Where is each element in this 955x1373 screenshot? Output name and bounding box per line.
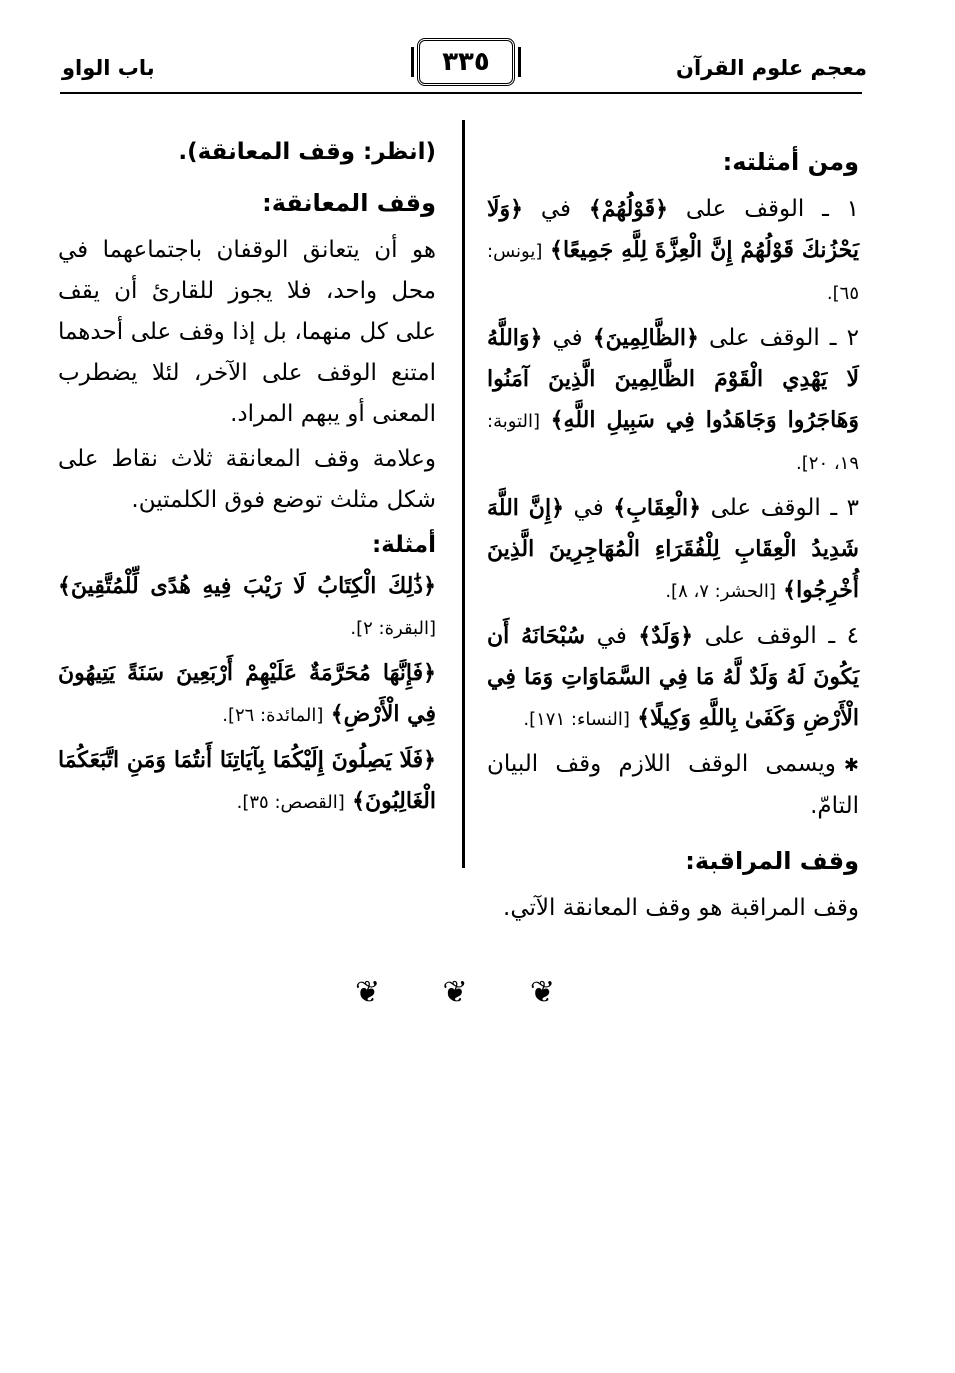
note-text: ويسمى الوقف اللازم وقف البيان التامّ. [487,751,859,819]
example-3-reference: [الحشر: ٧، ٨]. [665,581,776,602]
muanaqa-example-3-reference: [القصص: ٣٥]. [236,792,345,813]
asterisk-icon: ✱ [843,755,859,776]
muraqaba-text: وقف المراقبة هو وقف المعانقة الآتي. [503,895,859,921]
chapter-title: باب الواو [62,56,155,80]
muanaqa-example-1-reference: [البقرة: ٢]. [350,618,436,639]
muanaqa-example-2-verse: ﴿فَإِنَّهَا مُحَرَّمَةٌ عَلَيْهِمْ أَرْبَعِينَ سَنَةً يَتِيهُونَ فِي الْأَرْضِ﴾ [58,660,436,727]
example-2 [487,318,859,484]
example-4-reference: [النساء: ١٧١]. [523,709,630,730]
muanaqa-example-2 [58,653,436,736]
example-4-in: في [596,623,627,649]
example-1-lead: ١ ـ الوقف على [685,196,860,222]
example-2-word: ﴿الظَّالِمِينَ﴾ [592,325,699,351]
example-1 [487,189,859,314]
page-number-frame [417,38,515,86]
note [487,744,859,827]
muanaqa-example-3-verse: ﴿فَلَا يَصِلُونَ إِلَيْكُمَا بِآيَاتِنَا أَنتُمَا وَمَنِ اتَّبَعَكُمَا الْغَالِبُونَ﴾ [58,747,436,814]
muanaqa-definition: هو أن يتعانق الوقفان باجتماعهما في محل واحد، فلا يجوز للقارئ أن يقف على كل منهما، بل إذا وقف على أحدهما امتنع الوقف على الآخر، لئلا يضطرب المعنى أو يبهم المراد. [58,237,436,427]
example-1-verse: ﴿وَلَا يَحْزُنكَ قَوْلُهُمْ إِنَّ الْعِزَّةَ لِلَّهِ جَمِيعًا﴾ [487,196,859,263]
column-divider [462,120,465,868]
example-2-in: في [552,325,583,351]
muanaqa-example-3 [58,740,436,823]
example-1-in: في [540,196,572,222]
example-3-lead: ٣ ـ الوقف على [710,495,860,521]
example-3 [487,488,859,612]
floral-ornament-icon: ❦ [442,974,468,1010]
example-3-word: ﴿الْعِقَابِ﴾ [613,495,702,521]
muraqaba-heading: وقف المراقبة: [685,847,859,875]
examples-heading: ومن أمثلته: [722,148,859,176]
book-title: معجم علوم القرآن [676,56,867,80]
header-rule [60,92,862,94]
example-2-verse: ﴿وَاللَّهُ لَا يَهْدِي الْقَوْمَ الظَّالِمِينَ الَّذِينَ آمَنُوا وَهَاجَرُوا وَجَاهَدُوا فِي سَبِيلِ اللَّهِ﴾ [487,325,859,433]
muanaqa-heading: وقف المعانقة: [262,189,436,217]
left-examples-heading: أمثلة: [371,532,436,558]
floral-ornament-icon: ❦ [355,974,381,1010]
example-4-verse: سُبْحَانَهُ أَن يَكُونَ لَهُ وَلَدٌ لَّهُ مَا فِي السَّمَاوَاتِ وَمَا فِي الْأَرْضِ وَكَفَىٰ بِاللَّهِ وَكِيلًا﴾ [487,623,859,731]
example-3-in: في [573,495,604,521]
example-2-reference: [التوبة: ١٩، ٢٠]. [487,411,859,474]
example-1-reference: [يونس: ٦٥]. [487,241,859,304]
example-1-word: ﴿قَوْلُهُمْ﴾ [588,196,669,222]
example-4-word: ﴿وَلَدٌ﴾ [638,623,694,649]
muanaqa-example-1-verse: ﴿ذَٰلِكَ الْكِتَابُ لَا رَيْبَ فِيهِ هُدًى لِّلْمُتَّقِينَ﴾ [58,573,436,599]
end-ornament [355,972,555,1012]
example-4-lead: ٤ ـ الوقف على [704,623,860,649]
example-2-lead: ٢ ـ الوقف على [709,325,859,351]
muanaqa-example-2-reference: [المائدة: ٢٦]. [222,705,324,726]
muanaqa-example-1 [58,566,436,649]
see-also-note: (انظر: وقف المعانقة). [178,139,436,165]
muanaqa-sign: وعلامة وقف المعانقة ثلاث نقاط على شكل مثلث توضع فوق الكلمتين. [58,446,436,513]
example-3-verse: ﴿إِنَّ اللَّهَ شَدِيدُ الْعِقَابِ لِلْفُقَرَاءِ الْمُهَاجِرِينَ الَّذِينَ أُخْرِجُوا﴾ [487,495,859,603]
floral-ornament-icon: ❦ [529,974,555,1010]
right-column [487,132,859,933]
left-column [58,132,436,827]
page-number: ٣٣٥ [442,47,490,77]
example-4 [487,616,859,740]
